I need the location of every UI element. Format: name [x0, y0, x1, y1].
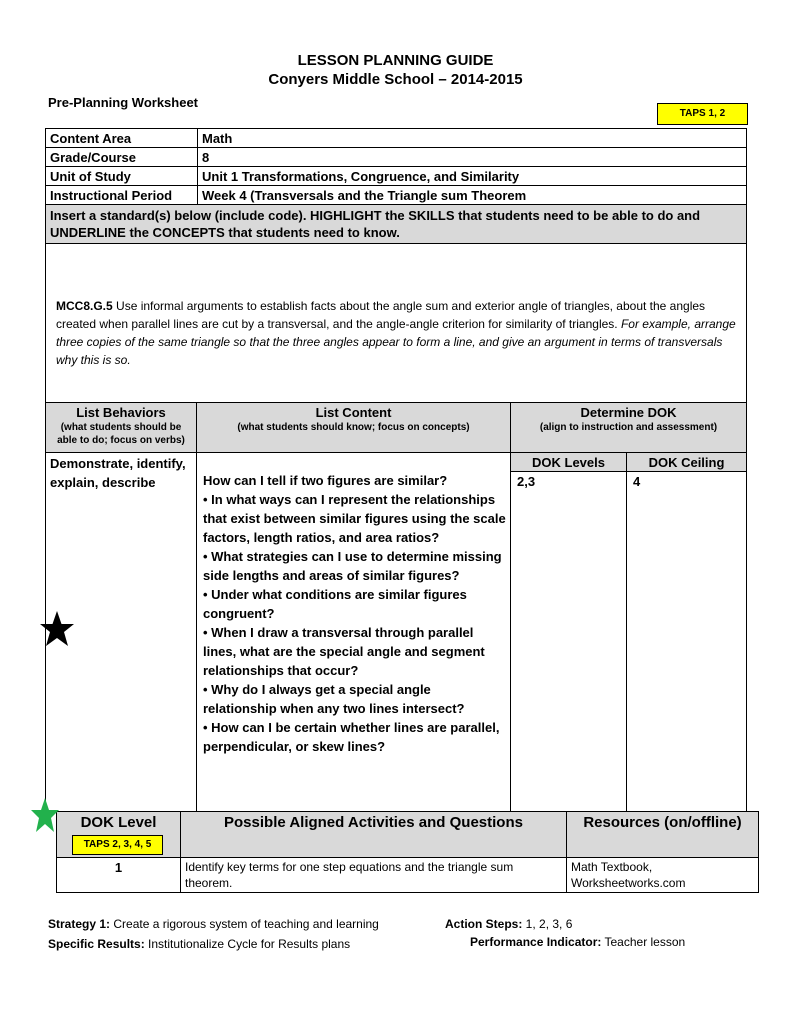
standard-text: Use informal arguments to establish facts about the angle sum and exterior angle of triangles, about the angles created when parallel lines are cut by a transversal, and the angle-angle criterion for similarity of triangles.: [56, 299, 706, 331]
standard-code: MCC8.G.5: [56, 299, 113, 313]
label-content-area: Content Area: [45, 128, 198, 148]
dok-level-header: DOK Level: [56, 811, 181, 858]
value-content-area: Math: [197, 128, 747, 148]
content-cell: [196, 452, 511, 812]
taps-badge: TAPS 1, 2: [657, 103, 748, 125]
dok-levels-value: 2,3: [510, 471, 627, 812]
standard-instruction: Insert a standard(s) below (include code). HIGHLIGHT the SKILLS that students need to be able to do and UNDERLINE the CONCEPTS that students need to know.: [45, 204, 747, 244]
dok-ceiling-value: 4: [626, 471, 747, 812]
page-title: LESSON PLANNING GUIDE: [297, 52, 494, 69]
behaviors-header: List Behaviors (what students should be able to do; focus on verbs): [45, 402, 197, 453]
standard-box: [45, 243, 747, 403]
performance-indicator-line: Performance Indicator: Teacher lesson: [470, 935, 686, 949]
black-star-icon: [40, 611, 74, 647]
taps-level-badge: TAPS 2, 3, 4, 5: [72, 835, 163, 855]
dok-header: Determine DOK (align to instruction and assessment): [510, 402, 747, 453]
behaviors-cell: Demonstrate, identify, explain, describe: [45, 452, 197, 812]
content-question: • Under what conditions are similar figures congruent?: [203, 587, 467, 621]
activity-row-resources: Math Textbook, Worksheetworks.com: [566, 857, 759, 893]
content-question: • In what ways can I represent the relationships that exist between similar figures using the scale factors, length ratios, and area ratios?: [203, 492, 506, 545]
action-steps-line: Action Steps: 1, 2, 3, 6: [445, 917, 573, 931]
content-header: List Content (what students should know; focus on concepts): [196, 402, 511, 453]
content-question: • Why do I always get a special angle relationship when any two lines intersect?: [203, 682, 465, 716]
content-question: How can I tell if two figures are similar?: [203, 473, 448, 488]
label-grade-course: Grade/Course: [45, 147, 198, 167]
value-unit-of-study: Unit 1 Transformations, Congruence, and Similarity: [197, 166, 747, 186]
activity-row-text: Identify key terms for one step equations and the triangle sum theorem.: [180, 857, 567, 893]
worksheet-label: Pre-Planning Worksheet: [48, 95, 199, 110]
results-line: Specific Results: Institutionalize Cycle for Results plans: [48, 937, 351, 951]
content-question: • How can I be certain whether lines are parallel, perpendicular, or skew lines?: [203, 720, 500, 754]
strategy-line: Strategy 1: Create a rigorous system of teaching and learning: [48, 917, 379, 931]
green-star-icon: [31, 798, 59, 834]
standard-example: For example, arrange three copies of the same triangle so that the three angles appear to form a line, and give an argument in terms of transversals why this is so.: [56, 317, 736, 367]
activity-row-level: 1: [56, 857, 181, 893]
value-grade-course: 8: [197, 147, 747, 167]
dok-ceiling-header: DOK Ceiling: [626, 452, 747, 472]
value-instructional-period: Week 4 (Transversals and the Triangle sum Theorem: [197, 185, 747, 205]
content-question: • When I draw a transversal through parallel lines, what are the special angle and segment relationships that occur?: [203, 625, 485, 678]
label-unit-of-study: Unit of Study: [45, 166, 198, 186]
label-instructional-period: Instructional Period: [45, 185, 198, 205]
page-subtitle: Conyers Middle School – 2014-2015: [268, 71, 523, 88]
dok-levels-header: DOK Levels: [510, 452, 627, 472]
activities-header: Possible Aligned Activities and Questions: [180, 811, 567, 858]
content-question: • What strategies can I use to determine missing side lengths and areas of similar figures?: [203, 549, 502, 583]
resources-header: Resources (on/offline): [566, 811, 759, 858]
